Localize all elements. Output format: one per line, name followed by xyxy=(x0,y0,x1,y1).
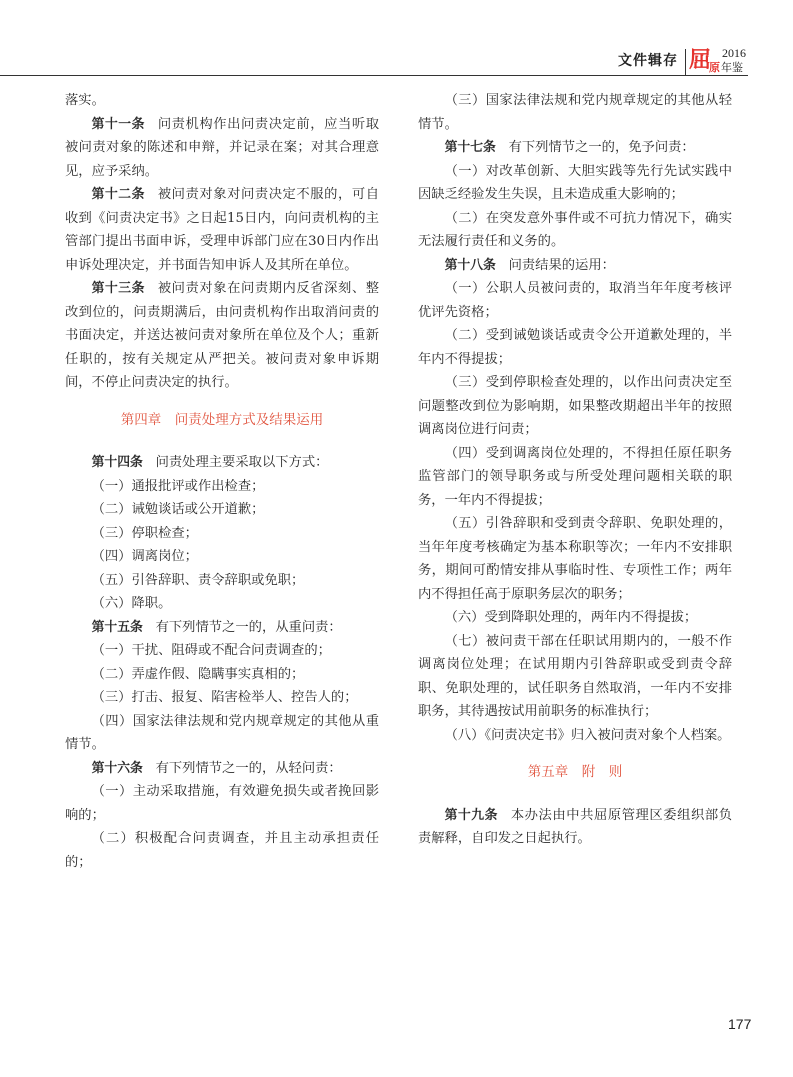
article-text: 问责结果的运用： xyxy=(508,257,615,273)
article-text: （四）国家法律法规和党内规章规定的其他从重情节。 xyxy=(65,713,379,752)
article-text: 被问责对象对问责决定不服的，可自收到《问责决定书》之日起15日内，向问责机构的主管部门提出书面申诉，受理申诉部门应在30日内作出申诉处理决定，并书面告知申诉人及其所在单位。 xyxy=(65,187,380,273)
article-text: （五）引咎辞职和受到责令辞职、免职处理的，当年年度考核确定为基本称职等次；一年内不安排职务，期间可酌情安排从事临时性、专项性工作；两年内不得担任高于原职务层次的职务； xyxy=(418,516,732,602)
article-text: （一）主动采取措施，有效避免损失或者挽回影响的； xyxy=(65,784,379,823)
article-number: 第十七条 xyxy=(444,140,496,155)
article-number: 第十三条 xyxy=(91,281,146,296)
article-text: （二）在突发意外事件或不可抗力情况下，确实无法履行责任和义务的。 xyxy=(418,210,732,249)
article-paragraph xyxy=(418,606,732,630)
right-column xyxy=(418,89,732,851)
article-text: （六）降职。 xyxy=(91,596,172,611)
article-text: （一）干扰、阻碍或不配合问责调查的； xyxy=(91,643,331,658)
left-column xyxy=(65,89,379,874)
logo-mark: 屈 xyxy=(689,48,712,73)
article-text: （二）诫勉谈话或公开道歉； xyxy=(91,502,265,517)
article-paragraph xyxy=(65,545,379,569)
article-text: （三）停职检查； xyxy=(91,525,198,541)
article-paragraph xyxy=(418,207,732,254)
article-text: （七）被问责干部在任职试用期内的，一般不作调离岗位处理；在试用期内引咎辞职或受到责令辞职、免职处理的，试任职务自然取消，一年内不安排职务，其待遇按试用前职务的标准执行； xyxy=(418,633,732,719)
article-text: 问责机构作出问责决定前，应当听取被问责对象的陈述和申辩，并记录在案；对其合理意见，应予采纳。 xyxy=(65,116,380,179)
article-number: 第十二条 xyxy=(91,187,146,202)
article-number: 第十一条 xyxy=(91,116,146,132)
article-text: （一）通报批评或作出检查； xyxy=(91,478,265,494)
article-paragraph xyxy=(65,616,379,640)
article-paragraph xyxy=(65,475,379,499)
page-number: 177 xyxy=(728,1016,752,1032)
article-paragraph xyxy=(65,663,379,687)
article-paragraph xyxy=(65,451,379,475)
chapter-heading: 第五章 附 则 xyxy=(527,764,623,780)
article-text: 被问责对象在问责期内反省深刻、整改到位的，问责期满后，由问责机构作出取消问责的书面决定，并送达被问责对象所在单位及个人；重新任职的，按有关规定从严把关。被问责对象申诉期间，不停止问责决定的执行。 xyxy=(65,281,380,390)
article-paragraph xyxy=(65,183,379,277)
article-text: （二）受到诫勉谈话或责令公开道歉处理的，半年内不得提拔； xyxy=(418,328,732,367)
article-paragraph xyxy=(418,324,732,371)
article-number: 第十四条 xyxy=(91,455,143,470)
article-text: （五）引咎辞职、责令辞职或免职； xyxy=(91,572,305,588)
article-paragraph xyxy=(65,498,379,522)
article-paragraph xyxy=(65,522,379,546)
article-paragraph xyxy=(418,804,732,851)
article-paragraph xyxy=(65,710,379,757)
article-text: （三）受到停职检查处理的，以作出问责决定至问题整改到位为影响期，如果整改期超出半年的按照调离岗位进行问责； xyxy=(418,375,732,437)
article-paragraph xyxy=(418,254,732,278)
article-text: （八）《问责决定书》归入被问责对象个人档案。 xyxy=(444,727,731,743)
article-paragraph xyxy=(65,592,379,616)
article-text: （三）国家法律法规和党内规章规定的其他从轻情节。 xyxy=(418,93,732,132)
article-text: （一）对改革创新、大胆实践等先行先试实践中因缺乏经验发生失误，且未造成重大影响的； xyxy=(418,163,732,202)
article-paragraph xyxy=(418,630,732,724)
header-separator xyxy=(685,49,686,75)
yearbook-logo xyxy=(689,46,749,74)
logo-mark-small: 原 xyxy=(709,61,720,74)
article-paragraph xyxy=(65,113,379,184)
logo-year: 2016 xyxy=(722,46,746,60)
article-paragraph xyxy=(418,442,732,513)
article-text: 落实。 xyxy=(65,93,105,108)
article-text: （四）调离岗位； xyxy=(91,549,198,564)
article-paragraph xyxy=(65,89,379,113)
article-paragraph xyxy=(65,639,379,663)
article-paragraph xyxy=(418,89,732,136)
article-text: （二）积极配合问责调查，并且主动承担责任的； xyxy=(65,831,379,870)
article-text: （六）受到降职处理的，两年内不得提拔； xyxy=(444,610,698,625)
article-text: （三）打击、报复、陷害检举人、控告人的； xyxy=(91,690,358,705)
article-number: 第十八条 xyxy=(444,257,496,273)
article-paragraph xyxy=(65,757,379,781)
article-text: 有下列情节之一的，从重问责： xyxy=(155,619,342,635)
article-paragraph xyxy=(418,136,732,160)
logo-yearbook: 年鉴 xyxy=(721,61,743,74)
article-text: （一）公职人员被问责的，取消当年年度考核评优评先资格； xyxy=(418,281,732,320)
article-paragraph xyxy=(418,277,732,324)
article-paragraph xyxy=(418,512,732,606)
article-paragraph xyxy=(65,780,379,827)
article-paragraph xyxy=(65,827,379,874)
article-text: 问责处理主要采取以下方式： xyxy=(155,455,329,470)
section-title: 文件辑存 xyxy=(618,53,678,69)
article-paragraph xyxy=(418,724,732,748)
article-text: （四）受到调离岗位处理的，不得担任原任职务监管部门的领导职务或与所受处理问题相关联的职务，一年内不得提拔； xyxy=(418,445,732,508)
article-text: 有下列情节之一的，从轻问责： xyxy=(155,760,342,776)
article-text: 有下列情节之一的，免予问责： xyxy=(508,140,695,155)
article-paragraph xyxy=(65,686,379,710)
article-number: 第十九条 xyxy=(444,807,499,823)
article-text: 本办法由中共屈原管理区委组织部负责解释，自印发之日起执行。 xyxy=(418,807,733,846)
header-rule xyxy=(0,75,748,76)
article-paragraph xyxy=(65,277,379,395)
article-paragraph xyxy=(418,371,732,442)
article-paragraph xyxy=(65,569,379,593)
article-paragraph xyxy=(418,160,732,207)
article-number: 第十六条 xyxy=(91,760,143,776)
article-text: （二）弄虚作假、隐瞒事实真相的； xyxy=(91,666,305,682)
chapter-heading: 第四章 问责处理方式及结果运用 xyxy=(120,411,324,428)
article-number: 第十五条 xyxy=(91,619,143,635)
